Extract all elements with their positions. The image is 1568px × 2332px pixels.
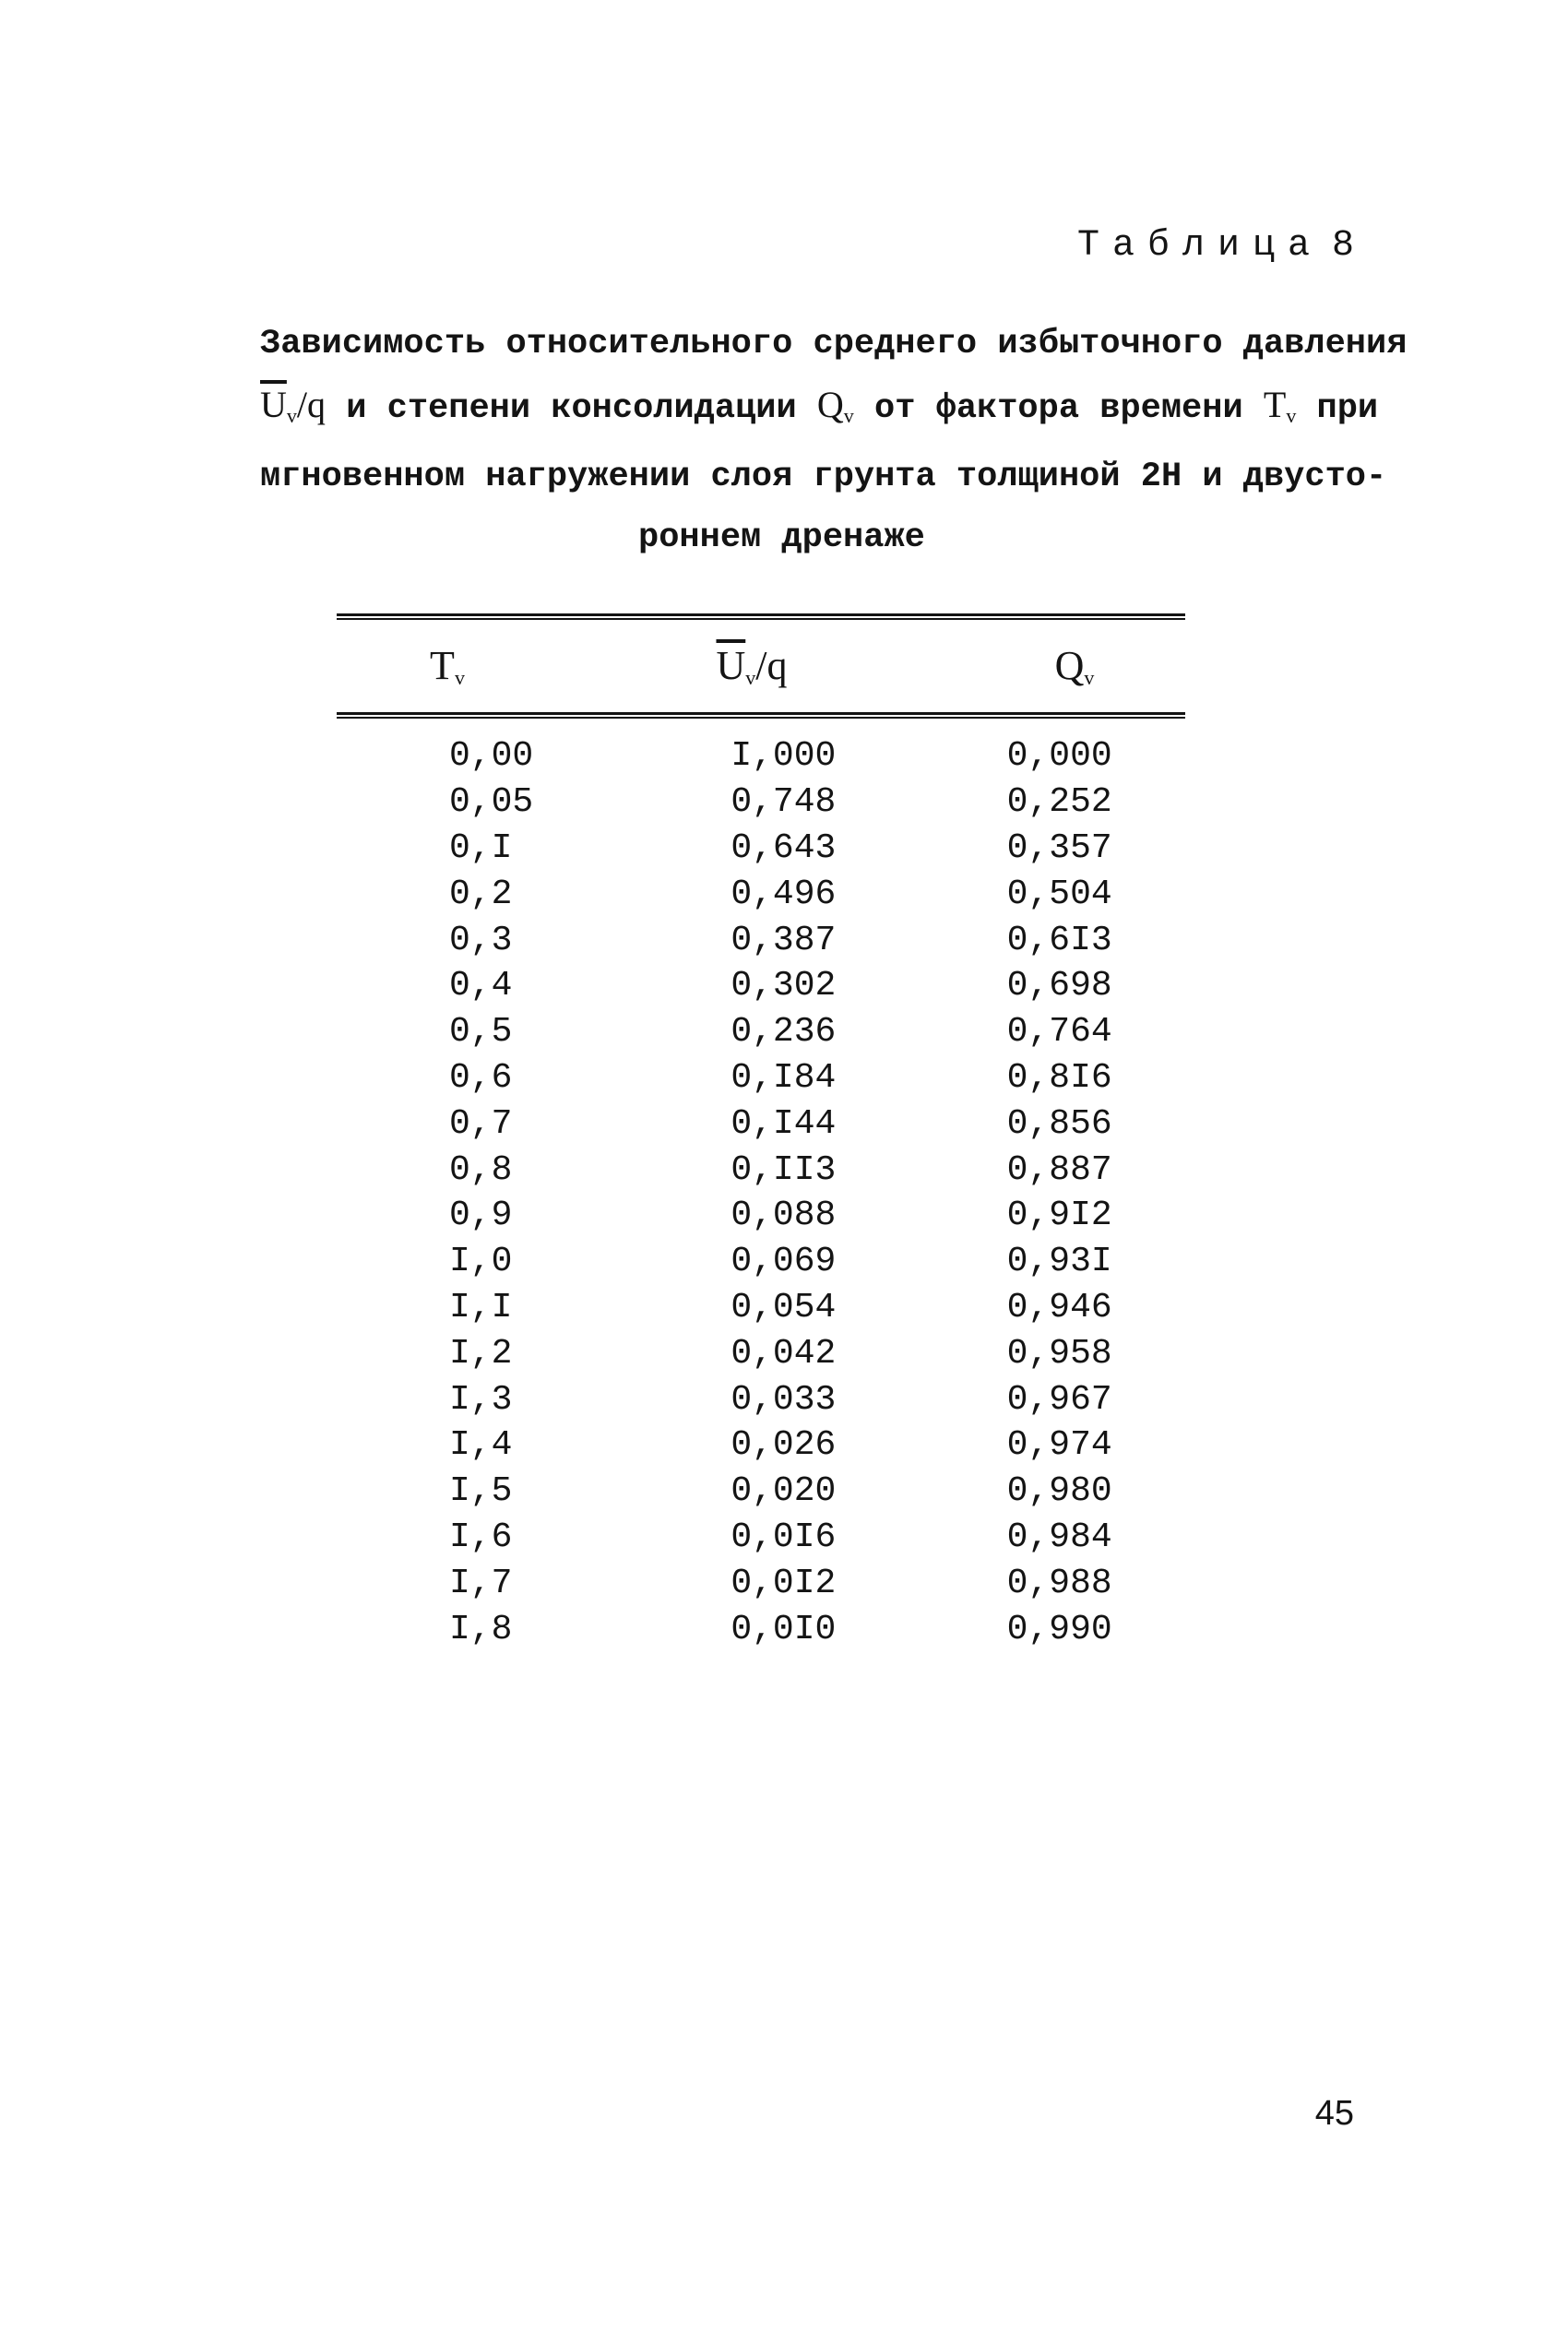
caption-q-letter: Q: [816, 384, 844, 425]
page-number: 45: [1314, 2094, 1354, 2133]
cell-uv-q: 0,088: [731, 1196, 837, 1236]
table-row: [337, 1422, 1185, 1469]
caption-line-2-part-b: от фактора времени: [853, 389, 1264, 428]
cell-qv: 0,856: [1006, 1103, 1112, 1144]
cell-qv: 0,984: [1006, 1517, 1112, 1557]
cell-tv: 0,2: [449, 874, 513, 914]
cell-uv-q: 0,054: [731, 1287, 837, 1327]
cell-qv: 0,6I3: [1006, 920, 1112, 960]
caption-t-letter: T: [1263, 384, 1287, 425]
cell-tv: I,7: [449, 1563, 513, 1603]
cell-tv: 0,3: [449, 920, 513, 960]
caption-symbol-q: [817, 384, 854, 425]
cell-uv-q: 0,748: [731, 782, 837, 823]
caption-line-2-part-c: при: [1296, 389, 1379, 428]
cell-tv: 0,00: [449, 736, 534, 777]
cell-tv: I,0: [449, 1242, 513, 1282]
consolidation-table: [337, 613, 1185, 1652]
cell-qv: 0,974: [1006, 1425, 1112, 1466]
cell-qv: 0,357: [1006, 827, 1112, 868]
cell-tv: I,5: [449, 1471, 513, 1512]
table-row: [337, 1606, 1185, 1652]
table-row: [337, 871, 1185, 917]
table-label-number: 8: [1331, 225, 1354, 267]
cell-qv: 0,958: [1006, 1333, 1112, 1374]
table-top-rule: [337, 613, 1185, 620]
header-uv-over-q: /q: [755, 643, 788, 688]
cell-uv-q: 0,II3: [731, 1149, 837, 1190]
cell-uv-q: 0,026: [731, 1425, 837, 1466]
cell-uv-q: 0,387: [731, 920, 837, 960]
cell-uv-q: 0,496: [731, 874, 837, 914]
caption-u-letter: $\overline{U}$: [260, 384, 287, 425]
caption-t-subscript: v: [1286, 404, 1297, 427]
caption-symbol-u: [260, 384, 326, 425]
cell-uv-q: 0,I44: [731, 1103, 837, 1144]
table-header-rule: [337, 712, 1185, 719]
cell-uv-q: 0,033: [731, 1379, 837, 1420]
cell-tv: I,2: [449, 1333, 513, 1374]
cell-tv: 0,I: [449, 827, 513, 868]
cell-tv: 0,4: [449, 966, 513, 1006]
cell-uv-q: 0,020: [731, 1471, 837, 1512]
cell-qv: 0,967: [1006, 1379, 1112, 1420]
caption-line-4: роннем дренаже: [638, 518, 925, 557]
cell-tv: 0,8: [449, 1149, 513, 1190]
cell-qv: 0,980: [1006, 1471, 1112, 1512]
table-row: [337, 1101, 1185, 1147]
cell-qv: 0,988: [1006, 1563, 1112, 1603]
caption-line-3: мгновенном нагружении слоя грунта толщиной 2H и двусто-: [260, 458, 1387, 496]
table-row: [337, 826, 1185, 872]
table-label: [1077, 225, 1354, 267]
cell-uv-q: 0,042: [731, 1333, 837, 1374]
cell-qv: 0,93I: [1006, 1242, 1112, 1282]
header-qv-subscript: v: [1084, 666, 1095, 689]
cell-tv: I,3: [449, 1379, 513, 1420]
caption-line-1: Зависимость относительного среднего избыточного давления: [260, 325, 1408, 363]
cell-tv: 0,7: [449, 1103, 513, 1144]
cell-tv: 0,5: [449, 1012, 513, 1053]
cell-qv: 0,9I2: [1006, 1196, 1112, 1236]
table-row: [337, 963, 1185, 1009]
caption-line-2-part-a: и степени консолидации: [326, 389, 817, 428]
cell-uv-q: 0,069: [731, 1242, 837, 1282]
table-row: [337, 1147, 1185, 1193]
caption-u-over-q: /q: [296, 384, 327, 425]
header-uv-letter: $\overline{U}$: [716, 643, 746, 688]
cell-qv: 0,8I6: [1006, 1057, 1112, 1098]
cell-qv: 0,252: [1006, 782, 1112, 823]
header-tv-subscript: v: [454, 666, 465, 689]
header-qv-letter: Q: [1054, 643, 1085, 688]
cell-tv: I,8: [449, 1609, 513, 1649]
table-row: [337, 1055, 1185, 1101]
cell-uv-q: 0,643: [731, 827, 837, 868]
cell-uv-q: I,000: [731, 736, 837, 777]
table-row: [337, 1469, 1185, 1515]
cell-uv-q: 0,302: [731, 966, 837, 1006]
cell-uv-q: 0,0I2: [731, 1563, 837, 1603]
header-tv: [337, 642, 641, 690]
table-row: [337, 1330, 1185, 1376]
table-label-word: Таблица: [1076, 225, 1323, 267]
cell-qv: 0,990: [1006, 1609, 1112, 1649]
cell-uv-q: 0,236: [731, 1012, 837, 1053]
table-row: [337, 1515, 1185, 1561]
table-row: [337, 779, 1185, 826]
cell-tv: I,4: [449, 1425, 513, 1466]
cell-qv: 0,764: [1006, 1012, 1112, 1053]
table-row: [337, 1239, 1185, 1285]
cell-tv: I,6: [449, 1517, 513, 1557]
cell-uv-q: 0,0I6: [731, 1517, 837, 1557]
cell-tv: 0,6: [449, 1057, 513, 1098]
table-row: [337, 1376, 1185, 1422]
cell-uv-q: 0,I84: [731, 1057, 837, 1098]
table-row: [337, 917, 1185, 963]
caption-symbol-t: [1264, 384, 1296, 425]
cell-qv: 0,946: [1006, 1287, 1112, 1327]
caption-q-subscript: v: [843, 404, 854, 427]
table-row: [337, 1193, 1185, 1239]
caption-u-subscript: v: [286, 404, 297, 427]
cell-qv: 0,000: [1006, 736, 1112, 777]
cell-qv: 0,887: [1006, 1149, 1112, 1190]
cell-tv: I,I: [449, 1287, 513, 1327]
cell-uv-q: 0,0I0: [731, 1609, 837, 1649]
table-row: [337, 1560, 1185, 1606]
cell-qv: 0,504: [1006, 874, 1112, 914]
cell-qv: 0,698: [1006, 966, 1112, 1006]
table-row: [337, 733, 1185, 779]
header-uv-q: [641, 642, 862, 690]
caption-line-2: [260, 375, 1379, 446]
header-qv: [862, 642, 1185, 690]
header-tv-letter: T: [430, 643, 455, 688]
table-header-row: [337, 620, 1185, 712]
cell-tv: 0,9: [449, 1196, 513, 1236]
table-caption: [260, 314, 1408, 568]
header-uv-subscript: v: [745, 666, 756, 689]
cell-tv: 0,05: [449, 782, 534, 823]
table-row: [337, 1285, 1185, 1331]
table-body: [337, 719, 1185, 1652]
table-row: [337, 1009, 1185, 1055]
